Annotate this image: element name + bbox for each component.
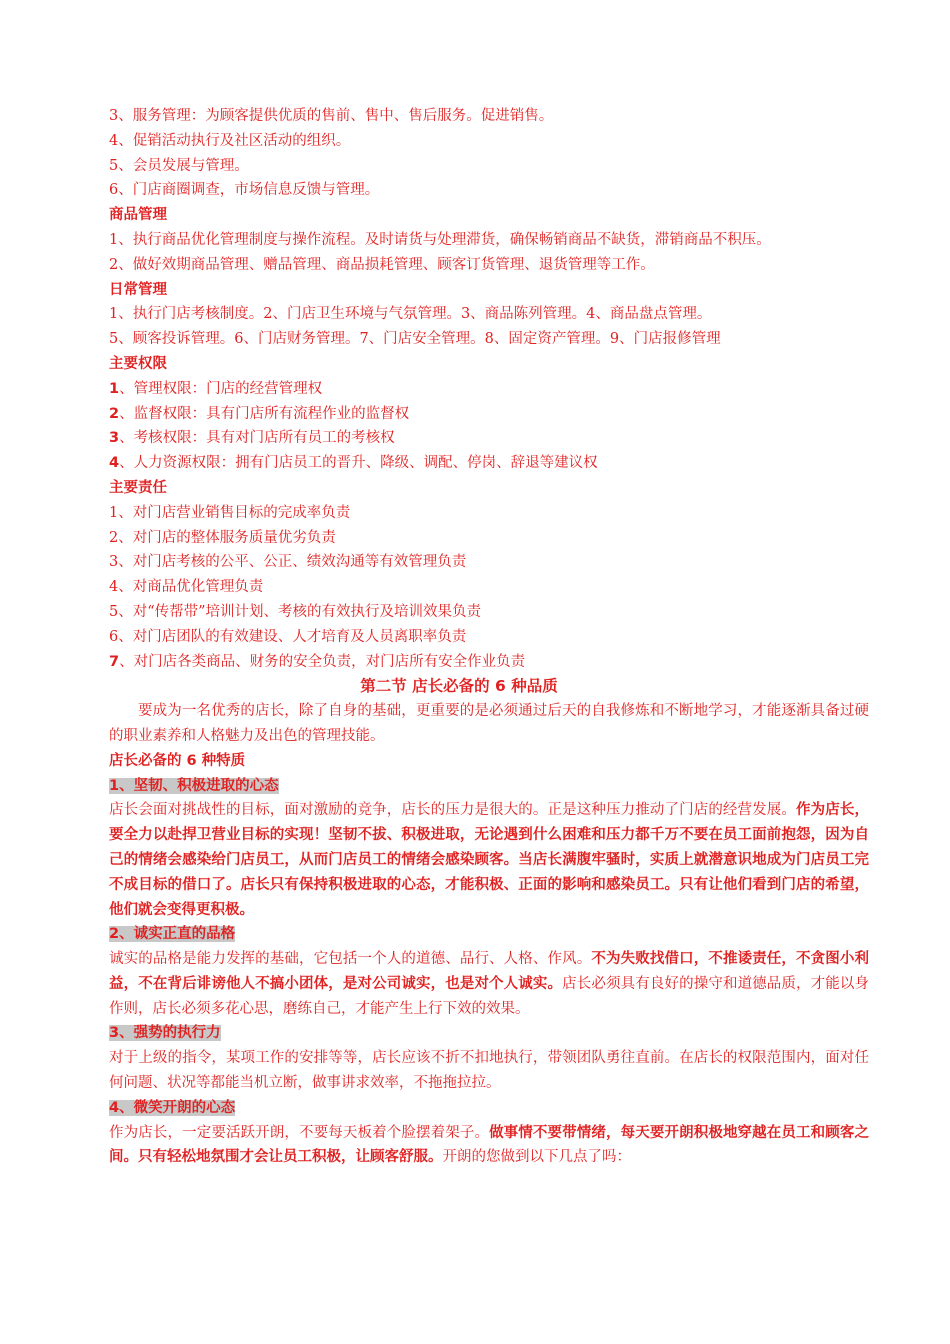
item-text: 、管理权限：门店的经营管理权 (119, 380, 323, 397)
item-text: 、人力资源权限：拥有门店员工的晋升、降级、调配、停岗、辞退等建议权 (119, 455, 598, 472)
list-item (109, 650, 869, 675)
trait-text: 诚实的品格是能力发挥的基础，它包括一个人的道德、品行、人格、作风。 (109, 951, 592, 968)
trait-body (109, 947, 869, 1021)
list-item: 6、对门店团队的有效建设、人才培育及人员离职率负责 (109, 628, 467, 645)
list-item (109, 377, 869, 402)
trait-tail: 开朗的您做到以下几点了吗： (442, 1149, 631, 1166)
list-item: 1、执行商品优化管理制度与操作流程。及时请货与处理滞货，确保畅销商品不缺货，滞销商品不积压。 (109, 231, 771, 248)
item-text: 、对门店各类商品、财务的安全负责，对门店所有安全作业负责 (119, 653, 526, 670)
authority-heading: 主要权限 (109, 355, 167, 372)
list-item: 1、执行门店考核制度。2、门店卫生环境与气氛管理。3、商品陈列管理。4、商品盘点管理。 (109, 306, 712, 323)
item-number: 7 (109, 653, 120, 670)
trait-body (109, 798, 869, 922)
trait-text: 作为店长，一定要活跃开朗，不要每天板着个脸摆着架子。 (109, 1124, 490, 1141)
item-number: 3 (109, 430, 120, 447)
document-page (109, 104, 869, 1170)
list-item (109, 402, 869, 427)
trait-heading (109, 922, 869, 947)
list-item (109, 451, 869, 476)
trait-heading (109, 774, 869, 799)
item-number: 4 (109, 455, 120, 472)
trait-title: 2、诚实正直的品格 (109, 926, 236, 943)
section-intro: 要成为一名优秀的店长，除了自身的基础，更重要的是必须通过后天的自我修炼和不断地学习，才能逐渐具备过硬的职业素养和人格魅力及出色的管理技能。 (109, 703, 869, 744)
item-text: 、监督权限：具有门店所有流程作业的监督权 (119, 405, 410, 422)
trait-heading (109, 1096, 869, 1121)
list-item: 1、对门店营业销售目标的完成率负责 (109, 504, 351, 521)
item-number: 1 (109, 380, 120, 397)
trait-body (109, 1121, 869, 1171)
list-item: 5、对“传帮带”培训计划、考核的有效执行及培训效果负责 (109, 603, 482, 620)
trait-text: 对于上级的指令，某项工作的安排等等，店长应该不折不扣地执行，带领团队勇往直前。在店长的权限范围内，面对任何问题、状况等都能当机立断，做事讲求效率，不拖拖拉拉。 (109, 1050, 869, 1092)
trait-title: 1、坚韧、积极进取的心态 (109, 777, 279, 794)
list-item: 2、对门店的整体服务质量优劣负责 (109, 529, 336, 546)
trait-heading (109, 1021, 869, 1046)
trait-tail: 店长必须具有良好的操守和道德品质，才能以身作则，店长必须多花心思，磨练自己，才能产生上行下效的效果。 (109, 975, 870, 1017)
list-item: 3、服务管理：为顾客提供优质的售前、售中、售后服务。促进销售。 (109, 108, 554, 124)
list-item: 5、会员发展与管理。 (109, 157, 249, 174)
trait-emphasis: 作为店长，要全力以赴捍卫营业目标的实现！坚韧不拔、积极进取，无论遇到什么困难和压力都千万不要在员工面前抱怨，因为自己的情绪会感染给门店员工，从而门店员工的情绪会感染顾客。当店长满腹牢骚时，实质上就潜意识地成为门店员工完不成目标的借口了。店长只有保持积极进取的心态，才能积极、正面的影响和感染员工。只有让他们看到门店的希望，他们就会变得更积极。 (109, 802, 870, 918)
goods-heading: 商品管理 (109, 207, 167, 224)
section-title: 第二节 店长必备的 6 种品质 (360, 677, 558, 696)
list-item: 4、对商品优化管理负责 (109, 579, 264, 596)
trait-title: 4、微笑开朗的心态 (109, 1099, 236, 1116)
duties-heading: 主要责任 (109, 479, 167, 496)
trait-emphasis: 做事情不要带情绪，每天要开朗积极地穿越在员工和顾客之间。只有轻松地氛围才会让员工积极，让顾客舒服。 (109, 1124, 870, 1166)
list-item (109, 426, 869, 451)
trait-body (109, 1046, 869, 1096)
list-item: 3、对门店考核的公平、公正、绩效沟通等有效管理负责 (109, 554, 467, 571)
list-item: 2、做好效期商品管理、赠品管理、商品损耗管理、顾客订货管理、退货管理等工作。 (109, 256, 655, 273)
item-number: 2 (109, 405, 120, 422)
trait-title: 3、强势的执行力 (109, 1025, 221, 1042)
list-item: 4、促销活动执行及社区活动的组织。 (109, 132, 351, 149)
list-item: 6、门店商圈调查，市场信息反馈与管理。 (109, 182, 380, 199)
section-subheading: 店长必备的 6 种特质 (109, 752, 246, 769)
trait-text: 店长会面对挑战性的目标，面对激励的竞争，店长的压力是很大的。正是这种压力推动了门店的经营发展。 (109, 802, 797, 819)
item-text: 、考核权限：具有对门店所有员工的考核权 (119, 430, 395, 447)
trait-emphasis: 不为失败找借口，不推诿责任，不贪图小利益，不在背后诽谤他人不搞小团体，是对公司诚实，也是对个人诚实。 (109, 951, 870, 992)
list-item: 5、顾客投诉管理。6、门店财务管理。7、门店安全管理。8、固定资产管理。9、门店报修管理 (109, 331, 721, 348)
daily-heading: 日常管理 (109, 281, 167, 298)
